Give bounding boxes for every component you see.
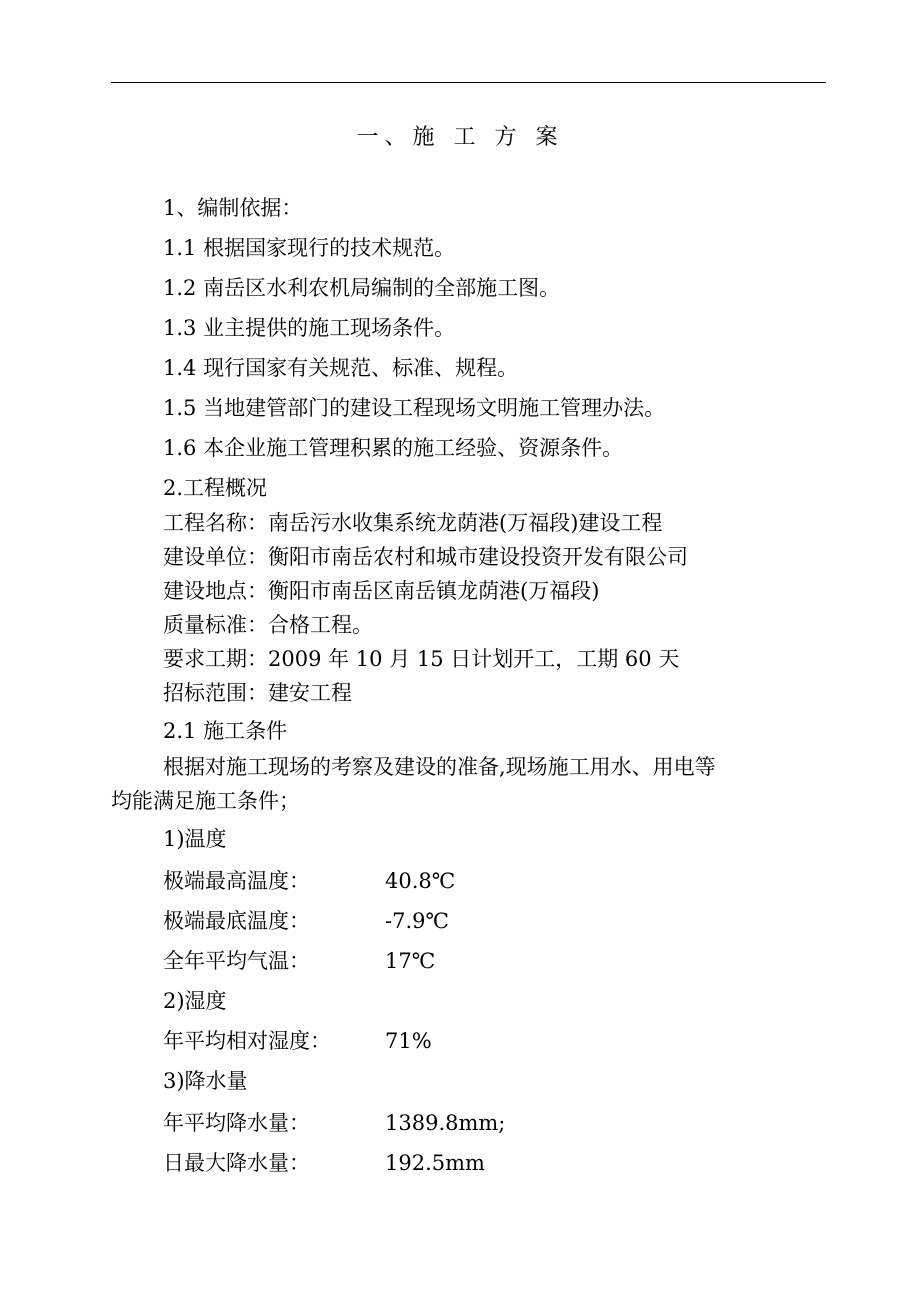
text-line: 1.3 业主提供的施工现场条件。: [163, 316, 456, 340]
text-line: 1、编制依据：: [163, 196, 303, 220]
temp-value: 17℃: [385, 949, 436, 973]
text-line: 1.2 南岳区水利农机局编制的全部施工图。: [163, 276, 561, 300]
text-line: 质量标准：合格工程。: [163, 613, 373, 637]
header-rule: [111, 82, 826, 83]
temp-row: [163, 866, 455, 896]
text-line: 招标范围：建安工程: [163, 681, 352, 705]
text-line: 根据对施工现场的考察及建设的准备,现场施工用水、用电等: [163, 755, 716, 779]
text-line: 建设地点：衡阳市南岳区南岳镇龙荫港(万福段): [163, 579, 600, 603]
rain-label: 日最大降水量：: [163, 1151, 310, 1175]
subheading: 3)降水量: [163, 1069, 248, 1093]
temp-value: 40.8℃: [385, 869, 456, 893]
humidity-value: 71%: [385, 1029, 432, 1053]
temp-label: 极端最高温度：: [163, 869, 310, 893]
temp-value: -7.9℃: [385, 909, 449, 933]
humidity-label: 年平均相对湿度：: [163, 1029, 331, 1053]
text-line: 均能满足施工条件；: [111, 789, 300, 813]
temp-row: [163, 906, 449, 936]
rain-row: [163, 1108, 505, 1138]
temp-label: 全年平均气温：: [163, 949, 310, 973]
text-line: 1.4 现行国家有关规范、标准、规程。: [163, 356, 519, 380]
section-heading: 2.1 施工条件: [163, 719, 288, 743]
page-title: 一、施 工 方 案: [356, 125, 564, 150]
temp-row: [163, 946, 435, 976]
subheading: 1)温度: [163, 827, 227, 851]
rain-label: 年平均降水量：: [163, 1111, 310, 1135]
temp-label: 极端最底温度：: [163, 909, 310, 933]
text-line: 1.6 本企业施工管理积累的施工经验、资源条件。: [163, 436, 624, 460]
rain-value: 1389.8mm;: [385, 1111, 506, 1135]
humidity-row: [163, 1026, 432, 1056]
text-line: 1.5 当地建管部门的建设工程现场文明施工管理办法。: [163, 396, 666, 420]
rain-value: 192.5mm: [385, 1151, 485, 1175]
text-line: 要求工期：2009 年 10 月 15 日计划开工，工期 60 天: [163, 647, 680, 671]
text-line: 1.1 根据国家现行的技术规范。: [163, 236, 456, 260]
subheading: 2)湿度: [163, 989, 227, 1013]
rain-row: [163, 1148, 485, 1178]
text-line: 建设单位：衡阳市南岳农村和城市建设投资开发有限公司: [163, 545, 688, 569]
section-heading: 2.工程概况: [163, 476, 268, 500]
text-line: 工程名称：南岳污水收集系统龙荫港(万福段)建设工程: [163, 511, 663, 535]
